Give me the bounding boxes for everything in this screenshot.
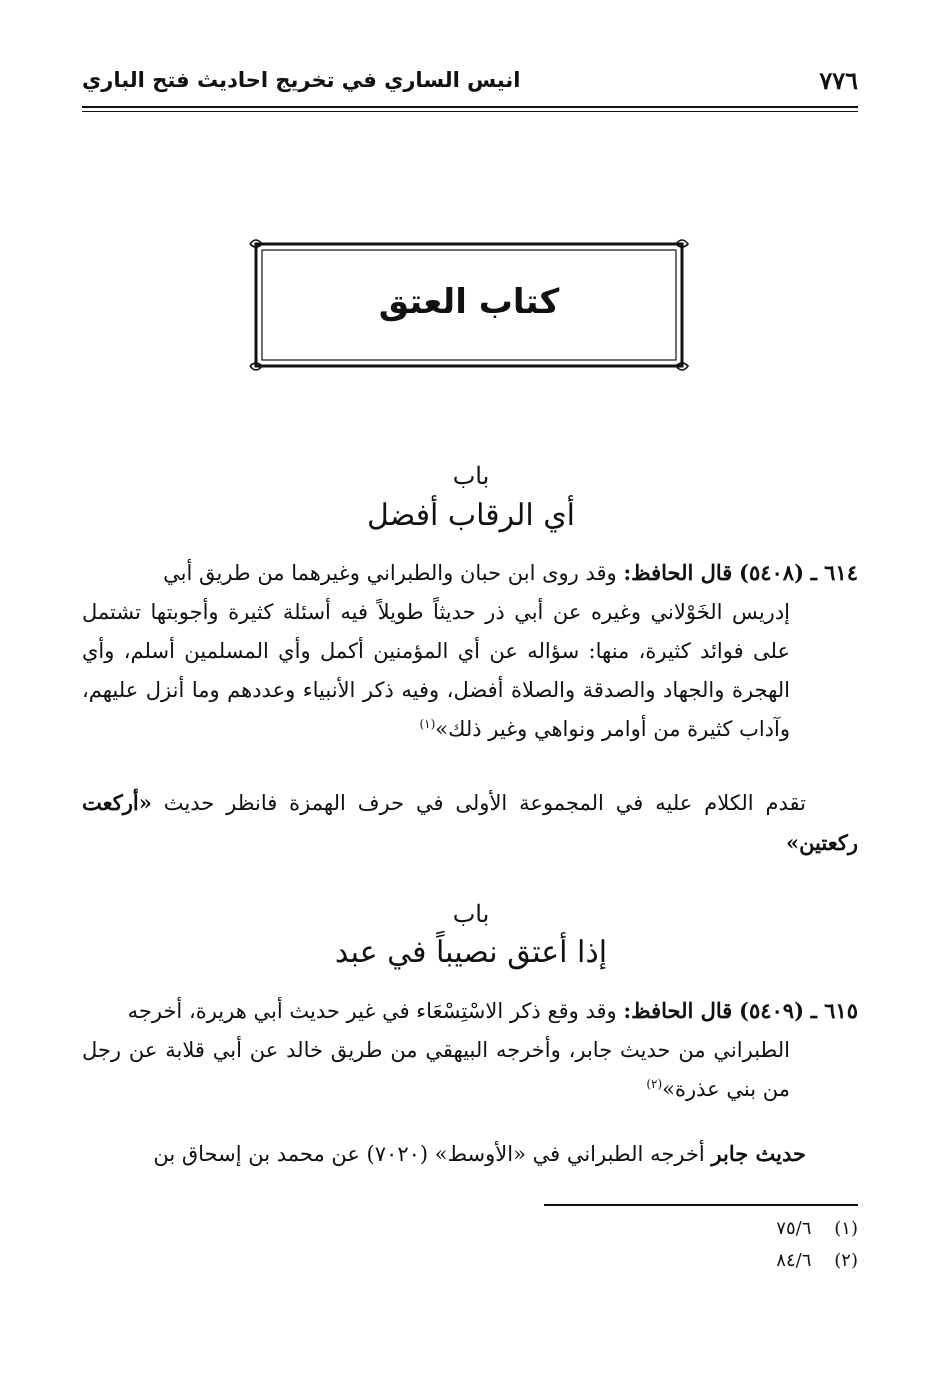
commentary	[82, 783, 858, 863]
commentary-bold: حديث جابر	[711, 1141, 806, 1166]
bab-label: باب	[452, 900, 490, 928]
footnote-text: ٧٥/٦	[776, 1218, 812, 1239]
bab-title: إذا أعتق نصيباً في عبد	[334, 935, 608, 970]
entry-reference: (٥٤٠٩)	[739, 998, 804, 1023]
page-number: ٧٧٦	[819, 66, 858, 95]
entry-quote	[82, 593, 858, 749]
running-title: انيس الساري في تخريج احاديث فتح الباري	[82, 68, 521, 92]
commentary-bold: «أركعت ركعتين»	[82, 790, 858, 855]
book-title: كتاب العتق	[378, 282, 560, 322]
bab-label: باب	[452, 462, 490, 490]
entry-speaker: قال الحافظ:	[623, 560, 733, 585]
entry-first-line: وقد روى ابن حبان والطبراني وغيرهما من طريق أبي	[163, 561, 617, 585]
entry-first-line: وقد وقع ذكر الاسْتِسْعَاء في غير حديث أبي هريرة، أخرجه	[127, 999, 617, 1023]
footnote	[776, 1250, 858, 1271]
entry-quote-text: الطبراني من حديث جابر، وأخرجه البيهقي من طريق خالد عن أبي قلابة عن رجل من بني عذرة»	[82, 1038, 790, 1101]
entry-number: ٦١٥ ـ	[810, 998, 858, 1023]
entry-quote-text: إدريس الخَوْلاني وغيره عن أبي ذر حديثاً طويلاً فيه أسئلة كثيرة وأجوبتها تشتمل على فوائد كثيرة، منها: سؤاله عن أي المؤمنين أكمل وأي المسلمين أسلم، وأي الهجرة والجهاد والصدقة والصلاة أفضل، وفيه ذكر الأنبياء وعددهم وما أنزل عليهم، وآداب كثيرة من أوامر ونواهي وغير ذلك»	[82, 600, 790, 741]
commentary-text: تقدم الكلام عليه في المجموعة الأولى في حرف الهمزة فانظر حديث	[163, 791, 806, 815]
book-title-frame	[248, 236, 690, 374]
commentary-text: أخرجه الطبراني في «الأوسط» (٧٠٢٠) عن محمد بن إسحاق بن	[153, 1142, 705, 1166]
entry-quote	[82, 1031, 858, 1109]
footnote	[776, 1218, 858, 1239]
footnote-separator	[544, 1204, 858, 1206]
hadith-entry	[82, 553, 858, 749]
footnote-ref: (١)	[419, 717, 436, 731]
bab-title: أي الرقاب أفضل	[366, 498, 576, 533]
header-rule-thick	[82, 106, 858, 108]
entry-speaker: قال الحافظ:	[623, 998, 733, 1023]
hadith-entry	[82, 991, 858, 1109]
entry-number: ٦١٤ ـ	[810, 560, 858, 585]
footnote-ref: (٢)	[646, 1077, 663, 1091]
header-rule-thin	[82, 111, 858, 112]
commentary	[82, 1134, 858, 1174]
page-header	[82, 64, 858, 104]
entry-reference: (٥٤٠٨)	[739, 560, 804, 585]
footnote-marker: (١)	[834, 1218, 858, 1239]
footnote-marker: (٢)	[834, 1250, 858, 1271]
footnote-text: ٨٤/٦	[776, 1250, 812, 1271]
